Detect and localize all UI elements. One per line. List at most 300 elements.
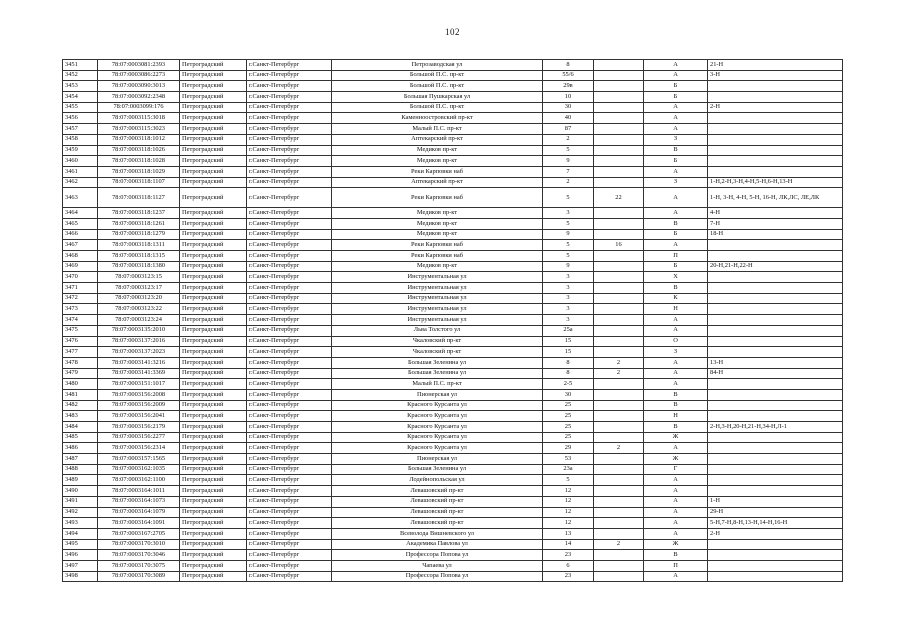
cell-city: г.Санкт-Петербург [247,411,332,422]
cell-building [594,92,644,103]
cell-letter: Г [644,464,708,475]
cell-number: 3464 [63,208,98,219]
cell-letter: А [644,208,708,219]
cell-city: г.Санкт-Петербург [247,304,332,315]
cell-cadastral-number: 78:07:0003156:2314 [98,443,180,454]
cell-cadastral-number: 78:07:0003118:1237 [98,208,180,219]
cell-premises [708,475,843,486]
cell-street: Аптекарский пр-кт [332,134,543,145]
cell-district: Петроградский [180,336,247,347]
table-row [63,134,843,145]
cell-house: 40 [543,113,594,124]
cell-letter: Б [644,92,708,103]
cell-street: Чапаева ул [332,560,543,571]
cell-letter: А [644,113,708,124]
cell-district: Петроградский [180,261,247,272]
cell-premises [708,400,843,411]
table-row [63,571,843,582]
table-row [63,464,843,475]
cell-district: Петроградский [180,389,247,400]
cell-cadastral-number: 78:07:0003170:3089 [98,571,180,582]
cell-district: Петроградский [180,166,247,177]
cell-house: 6 [543,560,594,571]
cell-house: 9 [543,261,594,272]
cell-district: Петроградский [180,422,247,433]
cell-district: Петроградский [180,528,247,539]
cell-district: Петроградский [180,443,247,454]
cell-building [594,432,644,443]
cell-number: 3498 [63,571,98,582]
table-row [63,283,843,294]
cell-district: Петроградский [180,475,247,486]
cell-premises [708,411,843,422]
cell-city: г.Санкт-Петербург [247,218,332,229]
cell-building [594,518,644,529]
cell-building [594,400,644,411]
cell-house: 12 [543,496,594,507]
cell-number: 3489 [63,475,98,486]
cell-building [594,475,644,486]
cell-house: 9 [543,156,594,167]
table-row [63,518,843,529]
table-row [63,336,843,347]
cell-street: Большая Зеленина ул [332,357,543,368]
cell-house: 5 [543,145,594,156]
cell-cadastral-number: 78:07:0003092:2348 [98,92,180,103]
cell-letter: А [644,518,708,529]
cell-number: 3473 [63,304,98,315]
cell-building [594,261,644,272]
cell-city: г.Санкт-Петербург [247,507,332,518]
cell-house: 5 [543,240,594,251]
cell-district: Петроградский [180,315,247,326]
table-row [63,272,843,283]
table-row [63,368,843,379]
cell-premises [708,550,843,561]
cell-cadastral-number: 78:07:0003090:3013 [98,81,180,92]
cell-district: Петроградский [180,325,247,336]
cell-building [594,571,644,582]
cell-city: г.Санкт-Петербург [247,379,332,390]
cell-letter: В [644,389,708,400]
cell-number: 3492 [63,507,98,518]
cell-city: г.Санкт-Петербург [247,251,332,262]
cell-number: 3486 [63,443,98,454]
cell-number: 3494 [63,528,98,539]
cell-number: 3476 [63,336,98,347]
cell-premises: 2-Н,3-Н,20-Н,21-Н,34-Н,Л-1 [708,422,843,433]
table-row [63,156,843,167]
cell-street: Большой П.С. пр-кт [332,70,543,81]
cell-house: 25 [543,400,594,411]
cell-letter: Ж [644,454,708,465]
table-row [63,496,843,507]
cell-building [594,379,644,390]
cell-district: Петроградский [180,283,247,294]
cell-number: 3456 [63,113,98,124]
cell-street: Красного Курсанта ул [332,400,543,411]
cell-building [594,229,644,240]
cell-letter: А [644,240,708,251]
cell-house: 25а [543,325,594,336]
cell-city: г.Санкт-Петербург [247,464,332,475]
cell-house: 23а [543,464,594,475]
cell-letter: А [644,102,708,113]
cell-premises [708,571,843,582]
cell-letter: В [644,218,708,229]
cell-cadastral-number: 78:07:0003137:2023 [98,347,180,358]
cell-building [594,507,644,518]
table-row [63,304,843,315]
table-row [63,261,843,272]
cell-house: 29 [543,443,594,454]
cell-number: 3467 [63,240,98,251]
table-row [63,400,843,411]
cell-letter: А [644,379,708,390]
cell-city: г.Санкт-Петербург [247,539,332,550]
cell-premises [708,145,843,156]
cell-letter: А [644,60,708,71]
cell-cadastral-number: 78:07:0003167:2705 [98,528,180,539]
cell-building [594,464,644,475]
cell-district: Петроградский [180,177,247,188]
cell-letter: А [644,124,708,135]
cell-district: Петроградский [180,304,247,315]
cell-district: Петроградский [180,507,247,518]
cell-letter: А [644,486,708,497]
cell-street: Профессора Попова ул [332,571,543,582]
cell-premises [708,283,843,294]
cell-number: 3469 [63,261,98,272]
cell-number: 3477 [63,347,98,358]
cell-building [594,389,644,400]
table-row [63,486,843,497]
table-row [63,454,843,465]
table-row [63,218,843,229]
cell-city: г.Санкт-Петербург [247,188,332,208]
cell-premises [708,454,843,465]
cell-city: г.Санкт-Петербург [247,240,332,251]
cell-letter: А [644,475,708,486]
cell-letter: К [644,293,708,304]
cell-premises [708,124,843,135]
cell-letter: З [644,177,708,188]
cell-cadastral-number: 78:07:0003118:1029 [98,166,180,177]
cell-letter: В [644,400,708,411]
cell-house: 5 [543,218,594,229]
cell-building: 16 [594,240,644,251]
cell-number: 3481 [63,389,98,400]
cell-cadastral-number: 78:07:0003118:1127 [98,188,180,208]
cell-building [594,218,644,229]
cell-number: 3463 [63,188,98,208]
cell-premises: 84-Н [708,368,843,379]
cell-premises [708,272,843,283]
cell-house: 3 [543,315,594,326]
table-row [63,240,843,251]
cell-street: Льва Толстого ул [332,325,543,336]
cell-building [594,496,644,507]
cell-building: 2 [594,539,644,550]
cell-city: г.Санкт-Петербург [247,550,332,561]
cell-city: г.Санкт-Петербург [247,81,332,92]
cell-house: 2-5 [543,379,594,390]
cell-district: Петроградский [180,134,247,145]
cell-premises [708,347,843,358]
cell-number: 3471 [63,283,98,294]
cell-building [594,113,644,124]
cell-premises: 1-Н, 3-Н, 4-Н, 5-Н, 16-Н, ЛК,ЛС, ЛЕ,ЛК [708,188,843,208]
cell-street: Левашовский пр-кт [332,507,543,518]
cell-district: Петроградский [180,347,247,358]
cell-number: 3484 [63,422,98,433]
cell-house: 8 [543,60,594,71]
cell-number: 3487 [63,454,98,465]
cell-house: 2 [543,134,594,145]
cell-house: 14 [543,539,594,550]
cell-house: 53 [543,454,594,465]
cell-city: г.Санкт-Петербург [247,432,332,443]
cell-premises [708,304,843,315]
cell-house: 10 [543,92,594,103]
cell-cadastral-number: 78:07:0003162:1035 [98,464,180,475]
cell-cadastral-number: 78:07:0003156:2041 [98,411,180,422]
cell-letter: П [644,560,708,571]
cell-letter: Н [644,411,708,422]
cell-letter: Н [644,304,708,315]
table-row [63,102,843,113]
cell-cadastral-number: 78:07:0003118:1028 [98,156,180,167]
cell-letter: О [644,336,708,347]
cell-letter: Б [644,261,708,272]
cell-district: Петроградский [180,571,247,582]
cell-street: Большой П.С. пр-кт [332,102,543,113]
cell-district: Петроградский [180,188,247,208]
cell-premises [708,486,843,497]
table-row [63,379,843,390]
cell-city: г.Санкт-Петербург [247,70,332,81]
table-row [63,81,843,92]
cell-street: Всеволода Вишневского ул [332,528,543,539]
cell-letter: Б [644,156,708,167]
cell-number: 3460 [63,156,98,167]
table-row [63,528,843,539]
cell-house: 8 [543,357,594,368]
cell-street: Чкаловский пр-кт [332,347,543,358]
cell-premises [708,336,843,347]
cell-district: Петроградский [180,60,247,71]
cell-street: Левашовский пр-кт [332,496,543,507]
cell-cadastral-number: 78:07:0003156:2179 [98,422,180,433]
cell-letter: В [644,145,708,156]
cell-street: Красного Курсанта ул [332,443,543,454]
cell-cadastral-number: 78:07:0003115:3023 [98,124,180,135]
cell-building [594,251,644,262]
cell-cadastral-number: 78:07:0003141:3369 [98,368,180,379]
cell-number: 3453 [63,81,98,92]
cell-district: Петроградский [180,539,247,550]
cell-city: г.Санкт-Петербург [247,336,332,347]
cell-building [594,315,644,326]
cell-letter: А [644,443,708,454]
cell-city: г.Санкт-Петербург [247,124,332,135]
table-row [63,124,843,135]
cell-premises [708,443,843,454]
cell-building [594,454,644,465]
cell-street: Левашовский пр-кт [332,518,543,529]
cell-cadastral-number: 78:07:0003137:2016 [98,336,180,347]
cell-city: г.Санкт-Петербург [247,560,332,571]
cell-street: Реки Карповки наб [332,188,543,208]
cell-district: Петроградский [180,550,247,561]
cell-house: 15 [543,347,594,358]
cell-premises: 7-Н [708,218,843,229]
cell-building [594,486,644,497]
cell-number: 3465 [63,218,98,229]
cell-district: Петроградский [180,560,247,571]
cell-cadastral-number: 78:07:0003086:2273 [98,70,180,81]
cell-building [594,102,644,113]
cell-street: Инструментальная ул [332,293,543,304]
cell-house: 25 [543,422,594,433]
cell-house: 55/6 [543,70,594,81]
cell-street: Академика Павлова ул [332,539,543,550]
cell-cadastral-number: 78:07:0003156:2277 [98,432,180,443]
cell-letter: А [644,315,708,326]
cell-cadastral-number: 78:07:0003164:1091 [98,518,180,529]
table-row [63,475,843,486]
cell-house: 29в [543,81,594,92]
cell-city: г.Санкт-Петербург [247,102,332,113]
cell-street: Инструментальная ул [332,283,543,294]
cell-city: г.Санкт-Петербург [247,315,332,326]
table-row [63,347,843,358]
cell-district: Петроградский [180,454,247,465]
cell-letter: В [644,422,708,433]
cell-building [594,293,644,304]
cell-district: Петроградский [180,293,247,304]
cell-house: 7 [543,166,594,177]
cell-number: 3488 [63,464,98,475]
cell-street: Красного Курсанта ул [332,422,543,433]
cell-building [594,347,644,358]
cell-district: Петроградский [180,208,247,219]
cell-cadastral-number: 78:07:0003157:1565 [98,454,180,465]
cell-number: 3466 [63,229,98,240]
cell-street: Медиков пр-кт [332,218,543,229]
cell-building [594,560,644,571]
cell-cadastral-number: 78:07:0003141:3216 [98,357,180,368]
cell-street: Большая Пушкарская ул [332,92,543,103]
cell-house: 3 [543,283,594,294]
cell-premises [708,113,843,124]
property-register-table [62,59,843,582]
cell-district: Петроградский [180,379,247,390]
cell-cadastral-number: 78:07:0003118:1026 [98,145,180,156]
cell-district: Петроградский [180,400,247,411]
table-row [63,70,843,81]
cell-house: 3 [543,208,594,219]
cell-house: 3 [543,272,594,283]
table-row [63,315,843,326]
cell-house: 23 [543,550,594,561]
cell-premises [708,389,843,400]
cell-cadastral-number: 78:07:0003123:24 [98,315,180,326]
table-row [63,188,843,208]
cell-street: Медиков пр-кт [332,261,543,272]
cell-premises: 1-Н [708,496,843,507]
cell-street: Красного Курсанта ул [332,432,543,443]
cell-letter: Ж [644,432,708,443]
table-body [63,60,843,582]
cell-premises [708,92,843,103]
cell-premises [708,539,843,550]
cell-house: 5 [543,475,594,486]
cell-building [594,145,644,156]
cell-letter: З [644,134,708,145]
cell-house: 3 [543,293,594,304]
cell-city: г.Санкт-Петербург [247,400,332,411]
cell-city: г.Санкт-Петербург [247,177,332,188]
cell-building [594,156,644,167]
cell-premises [708,81,843,92]
cell-letter: А [644,507,708,518]
table-row [63,357,843,368]
table-row [63,92,843,103]
cell-premises: 4-Н [708,208,843,219]
cell-city: г.Санкт-Петербург [247,518,332,529]
table-row [63,432,843,443]
cell-number: 3493 [63,518,98,529]
cell-street: Малый П.С. пр-кт [332,124,543,135]
cell-district: Петроградский [180,229,247,240]
cell-cadastral-number: 78:07:0003081:2393 [98,60,180,71]
cell-cadastral-number: 78:07:0003151:1017 [98,379,180,390]
cell-district: Петроградский [180,464,247,475]
cell-number: 3490 [63,486,98,497]
cell-city: г.Санкт-Петербург [247,283,332,294]
cell-number: 3455 [63,102,98,113]
cell-premises [708,432,843,443]
cell-district: Петроградский [180,81,247,92]
cell-letter: Ж [644,539,708,550]
cell-city: г.Санкт-Петербург [247,113,332,124]
cell-district: Петроградский [180,368,247,379]
table-row [63,60,843,71]
cell-street: Малый П.С. пр-кт [332,379,543,390]
cell-district: Петроградский [180,251,247,262]
cell-cadastral-number: 78:07:0003123:17 [98,283,180,294]
cell-house: 8 [543,368,594,379]
cell-number: 3496 [63,550,98,561]
cell-building: 2 [594,443,644,454]
cell-city: г.Санкт-Петербург [247,166,332,177]
cell-letter: А [644,368,708,379]
cell-house: 13 [543,528,594,539]
cell-building [594,124,644,135]
cell-house: 87 [543,124,594,135]
cell-city: г.Санкт-Петербург [247,325,332,336]
cell-house: 23 [543,571,594,582]
cell-district: Петроградский [180,124,247,135]
cell-premises [708,464,843,475]
cell-number: 3474 [63,315,98,326]
cell-house: 15 [543,336,594,347]
cell-number: 3452 [63,70,98,81]
cell-building [594,336,644,347]
cell-street: Чкаловский пр-кт [332,336,543,347]
cell-building: 2 [594,357,644,368]
